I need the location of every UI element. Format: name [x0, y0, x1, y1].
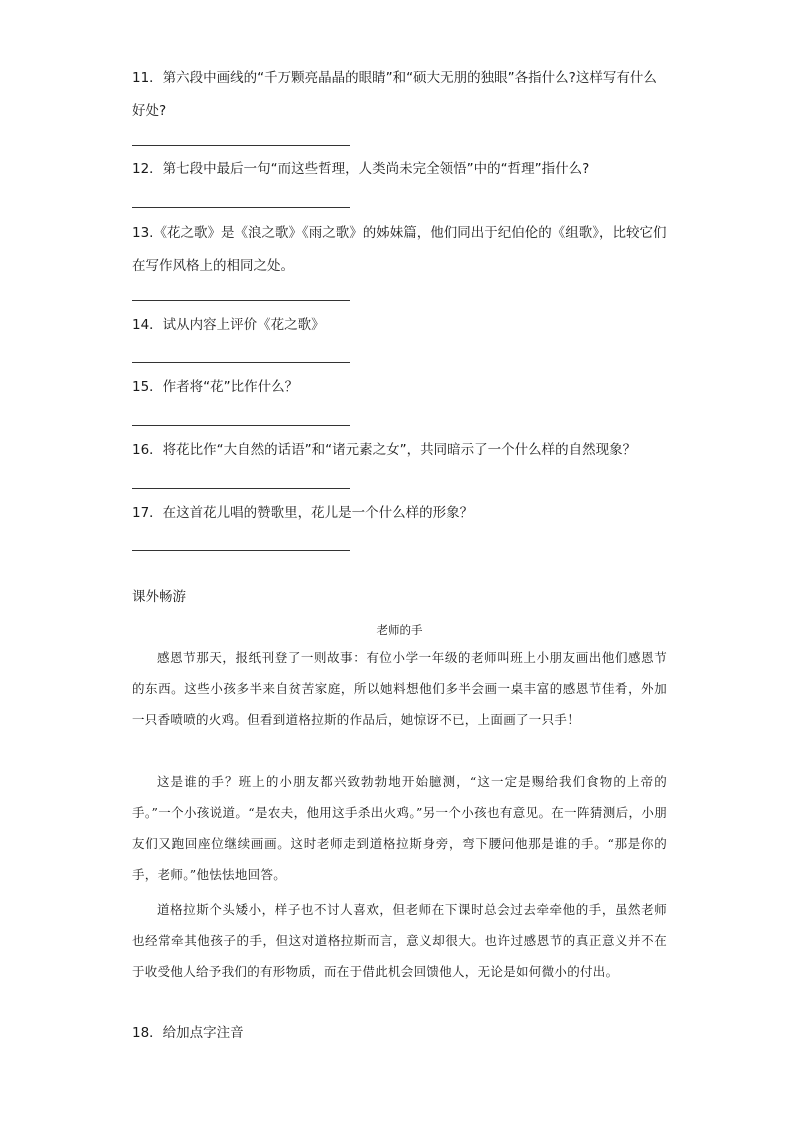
story-title: 老师的手	[376, 623, 423, 637]
question-16: 16．将花比作“大自然的话语”和“诸元素之女”，共同暗示了一个什么样的自然现象？	[132, 442, 637, 458]
answer-line-14[interactable]	[132, 362, 350, 363]
question-18: 18．给加点字注音	[132, 1025, 244, 1041]
section-title: 课外畅游	[132, 589, 186, 605]
answer-line-15[interactable]	[132, 425, 350, 426]
answer-line-13[interactable]	[132, 300, 350, 301]
question-15: 15．作者将“花”比作什么？	[132, 379, 299, 395]
answer-line-16[interactable]	[132, 488, 350, 489]
question-13: 13.《花之歌》是《浪之歌》《雨之歌》的姊妹篇，他们同出于纪伯伦的《组歌》，比较它们在写作风格上的相同之处。	[132, 225, 667, 274]
story-paragraph-3: 道格拉斯个头矮小，样子也不讨人喜欢，但老师在下课时总会过去牵牵他的手，虽然老师也经常牵其他孩子的手，但这对道格拉斯而言，意义却很大。也许过感恩节的真正意义并不在于收受他人给予我们的有形物质，而在于借此机会回馈他人，无论是如何微小的付出。	[132, 902, 667, 979]
story-paragraph-2: 这是谁的手？班上的小朋友都兴致勃勃地开始臆测，“这一定是赐给我们食物的上帝的手。”一个小孩说道。“是农夫，他用这手杀出火鸡。”另一个小孩也有意见。在一阵猜测后，小朋友们又跑回座位继续画画。这时老师走到道格拉斯身旁，弯下腰问他那是谁的手。“那是你的手，老师。”他怯怯地回答。	[132, 774, 667, 882]
question-11: 11．第六段中画线的“千万颗亮晶晶的眼睛”和“硕大无朋的独眼”各指什么?这样写有什么好处?	[132, 70, 657, 119]
question-12: 12．第七段中最后一句“而这些哲理，人类尚未完全领悟”中的“哲理”指什么?	[132, 161, 590, 177]
question-17: 17．在这首花儿唱的赞歌里，花儿是一个什么样的形象？	[132, 505, 474, 521]
answer-line-11[interactable]	[132, 145, 350, 146]
question-14: 14．试从内容上评价《花之歌》	[132, 317, 325, 333]
answer-line-12[interactable]	[132, 207, 350, 208]
answer-line-17[interactable]	[132, 550, 350, 551]
story-paragraph-1: 感恩节那天，报纸刊登了一则故事：有位小学一年级的老师叫班上小朋友画出他们感恩节的东西。这些小孩多半来自贫苦家庭，所以她料想他们多半会画一桌丰富的感恩节佳肴，外加一只香喷喷的火鸡。但看到道格拉斯的作品后，她惊讶不已，上面画了一只手！	[132, 650, 667, 727]
